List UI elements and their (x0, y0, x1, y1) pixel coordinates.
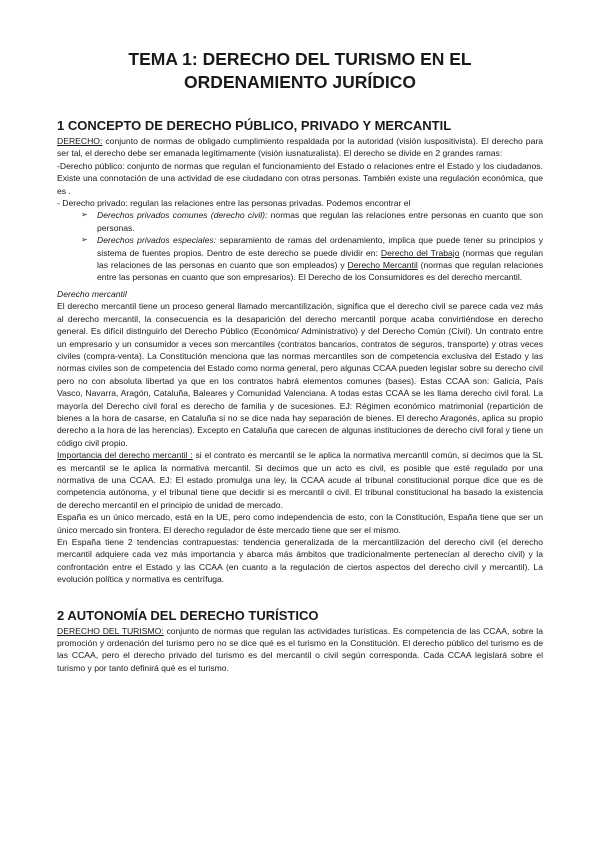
bullet-body: separamiento de ramas del ordenamiento, implica que puede tener su principios y sistema de fuentes propios. Dentro de este derecho se puede dividir en: (97, 235, 544, 258)
derecho-turismo-paragraph (57, 625, 543, 675)
section-1-heading: 1 CONCEPTO DE DERECHO PÚBLICO, PRIVADO Y MERCANTIL (57, 118, 452, 133)
list-item (57, 234, 543, 284)
importancia-paragraph (57, 449, 543, 511)
derecho-turismo-text: conjunto de normas que regulan las actividades turísticas. Es competencia de las CCAA, sobre la promoción y ordenación del turismo pero no se dice qué es el turismo en la Constitución. El derecho público del turismo es de las CCAA, pero el derecho privado del turismo es del mercantil o civil según corresponda. Cada CCAA legislará sobre el turismo y por tanto definirá qué es el turismo. (57, 625, 543, 673)
bullet-text (97, 209, 543, 234)
importancia-text: si el contrato es mercantil se le aplica la normativa mercantil común, si decimos que la SL es mercantil se le aplica la normativa mercantil. Si decimos que un acto es civil, es posible que esté regulado por una normativa de una CCAA. EJ: El estado promulga una ley, la CCAA acude al tribunal constitucional porque dice que es de competencia autónoma, y el tribunal tiene que decidir si es mercantil o civil. El tribunal constitucional ha basado la existencia de derecho mercantil en el principio de unidad de mercado. (57, 450, 543, 510)
list-item (57, 209, 543, 234)
bullet-term: Derechos privados comunes (derecho civil): (97, 210, 268, 221)
mercantil-paragraph: El derecho mercantil tiene un proceso general llamado mercantilización, significa que el derecho civil se parece cada vez más al derecho mercantil, la consecuencia es la desaparición del derecho mercantil porque acaba convirtiéndose en derecho general. Es difícil distinguirlo del Derecho Público (Económico/ Administrativo) y del Derecho Común (Civil). Un contrato entre un empresario y un consumidor a veces son mercantiles (contratos bancarios, contratos de seguros, transporte) y otras veces civiles (compra-venta). La Constitución menciona que las normas mercantiles son de competencia exclusiva del Estado y las normas civiles son de competencia del Estado como norma general, pero algunas CCAA pueden legislar sobre su derecho civil pero no con absoluta libertad ya que en los contratos habrá elementos comunes (bases). Estas CCAA son: Galicia, País Vasco, Navarra, Aragón, Cataluña, Baleares y Comunidad Valenciana. A todas estas CCAA se les llama derecho civil foral. La mayoría del Derecho civil foral es derecho de familia y de sucesiones. EJ: Régimen económico matrimonial (repartición de bienes a la hora de casarse, en Cataluña si no se dice nada hay separación de bienes. El derecho Aragonés, aplica su propio derecho a la hora de las herencias). Excepto en Cataluña que carecen de algunas instituciones de derecho civil foral y tiene un código civil propio. (57, 301, 543, 448)
derecho-definition (57, 135, 543, 160)
derecho-definition-text: conjunto de normas de obligado cumplimiento respaldada por la autoridad (visión iuspositivista). El derecho para ser tal, el derecho debe ser emanada legítimamente (visión iusnaturalista). El derecho se divide en 2 grandes ramas: (57, 136, 543, 159)
derecho-trabajo-term: Derecho del Trabajo (380, 247, 460, 258)
bullet-body: (normas que regulan las relaciones de las personas en cuanto que son empleados) y (97, 247, 544, 271)
tendencias-paragraph: En España tiene 2 tendencias contrapuestas: tendencia generalizada de la mercantilización del derecho civil (el derecho mercantil adquiere cada vez más importancia y abarca más ámbitos que tradicionalmente pertenecían al derecho civil) y la confrontación entre el Estado y las CCAA (en cuanto a la regulación de ciertos aspectos del derecho civil y mercantil). La evolución política y normativa es centrífuga. (57, 537, 543, 585)
derecho-term: DERECHO: (57, 136, 103, 146)
mercado-unico-paragraph: España es un único mercado, está en la UE, pero como independencia de esto, con la Constitución, España tiene que ser un único mercado sin frontera. El derecho regulador de éste mercado tiene que ser el mismo. (57, 512, 543, 535)
title-line-1: TEMA 1: DERECHO DEL TURISMO EN EL (128, 49, 472, 69)
page-title (57, 48, 543, 94)
arrowhead-bullet-icon: ➢ (81, 210, 88, 220)
bullet-body: normas que regulan las relaciones entre personas en cuanto que son personas. (97, 210, 543, 233)
bullet-text (97, 234, 543, 284)
derecho-turismo-term: DERECHO DEL TURISMO: (57, 625, 164, 636)
derecho-publico-paragraph: -Derecho público: conjunto de normas que regulan el funcionamiento del Estado o relaciones entre el Estado y los ciudadanos. Existe una connotación de una actividad de ese ciudadano con otras personas. También existe una regulación económica, que es . (57, 160, 543, 196)
derecho-privado-paragraph: - Derecho privado: regulan las relaciones entre las personas privadas. Podemos encontrar el (57, 198, 411, 209)
section-2-heading: 2 AUTONOMÍA DEL DERECHO TURÍSTICO (57, 607, 319, 623)
subheading-derecho-mercantil: Derecho mercantil (57, 288, 127, 299)
derecho-mercantil-term: Derecho Mercantil (347, 260, 418, 271)
bullet-body: (normas que regulan relaciones entre las personas en cuanto que son empresarios). El Derecho de los Consumidores es del derecho mercantil. (97, 260, 543, 283)
arrowhead-bullet-icon: ➢ (81, 235, 88, 245)
bullet-term: Derechos privados especiales: (97, 235, 217, 246)
importancia-term: Importancia del derecho mercantil : (57, 450, 193, 461)
title-line-2: ORDENAMIENTO JURÍDICO (183, 72, 417, 92)
